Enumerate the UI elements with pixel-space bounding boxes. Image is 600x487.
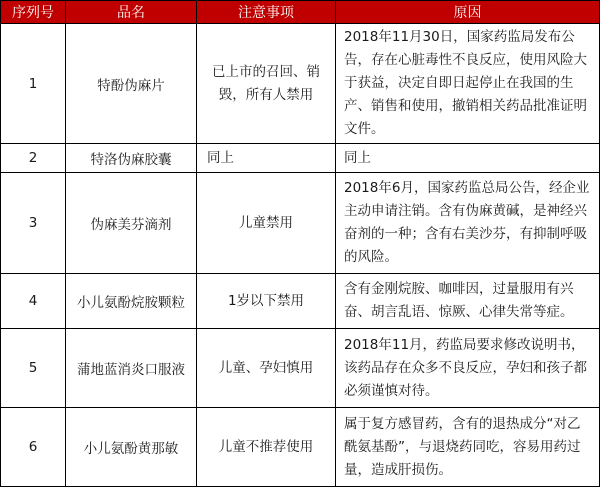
row-product-name: 蒲地蓝消炎口服液: [66, 329, 197, 408]
row-reason: 2018年11月，药监局要求修改说明书，该药品存在众多不良反应，孕妇和孩子都必须谨慎对待。: [336, 329, 600, 408]
row-precautions: 儿童禁用: [197, 173, 336, 274]
header-precautions: 注意事项: [197, 1, 336, 24]
row-product-name: 特酚伪麻片: [66, 24, 197, 144]
table-header-row: [1, 1, 600, 24]
row-serial-number: 2: [1, 144, 66, 173]
table-row: [1, 408, 600, 487]
table-row: [1, 329, 600, 408]
row-serial-number: 3: [1, 173, 66, 274]
row-serial-number: 6: [1, 408, 66, 487]
row-precautions: 同上: [197, 144, 336, 173]
table-row: [1, 173, 600, 274]
table-row: [1, 274, 600, 329]
row-product-name: 伪麻美芬滴剂: [66, 173, 197, 274]
row-product-name: 特洛伪麻胶囊: [66, 144, 197, 173]
row-reason: 含有金刚烷胺、咖啡因，过量服用有兴奋、胡言乱语、惊厥、心律失常等症。: [336, 274, 600, 329]
header-serial-number: 序列号: [1, 1, 66, 24]
row-reason: 2018年6月，国家药监总局公告，经企业主动申请注销。含有伪麻黄碱，是神经兴奋剂的一种；含有右美沙芬，有抑制呼吸的风险。: [336, 173, 600, 274]
table-row: [1, 144, 600, 173]
row-serial-number: 4: [1, 274, 66, 329]
row-precautions: 1岁以下禁用: [197, 274, 336, 329]
table-row: [1, 24, 600, 144]
row-serial-number: 1: [1, 24, 66, 144]
row-reason: 同上: [336, 144, 600, 173]
row-precautions: 儿童不推荐使用: [197, 408, 336, 487]
row-precautions: 已上市的召回、销毁，所有人禁用: [197, 24, 336, 144]
row-precautions: 儿童、孕妇慎用: [197, 329, 336, 408]
row-product-name: 小儿氨酚黄那敏: [66, 408, 197, 487]
row-reason: 2018年11月30日，国家药监局发布公告，存在心脏毒性不良反应，使用风险大于获益，决定自即日起停止在我国的生产、销售和使用，撤销相关药品批准证明文件。: [336, 24, 600, 144]
header-product-name: 品名: [66, 1, 197, 24]
row-reason: 属于复方感冒药，含有的退热成分“对乙酰氨基酚”，与退烧药同吃，容易用药过量，造成肝损伤。: [336, 408, 600, 487]
row-serial-number: 5: [1, 329, 66, 408]
row-product-name: 小儿氨酚烷胺颗粒: [66, 274, 197, 329]
header-reason: 原因: [336, 1, 600, 24]
